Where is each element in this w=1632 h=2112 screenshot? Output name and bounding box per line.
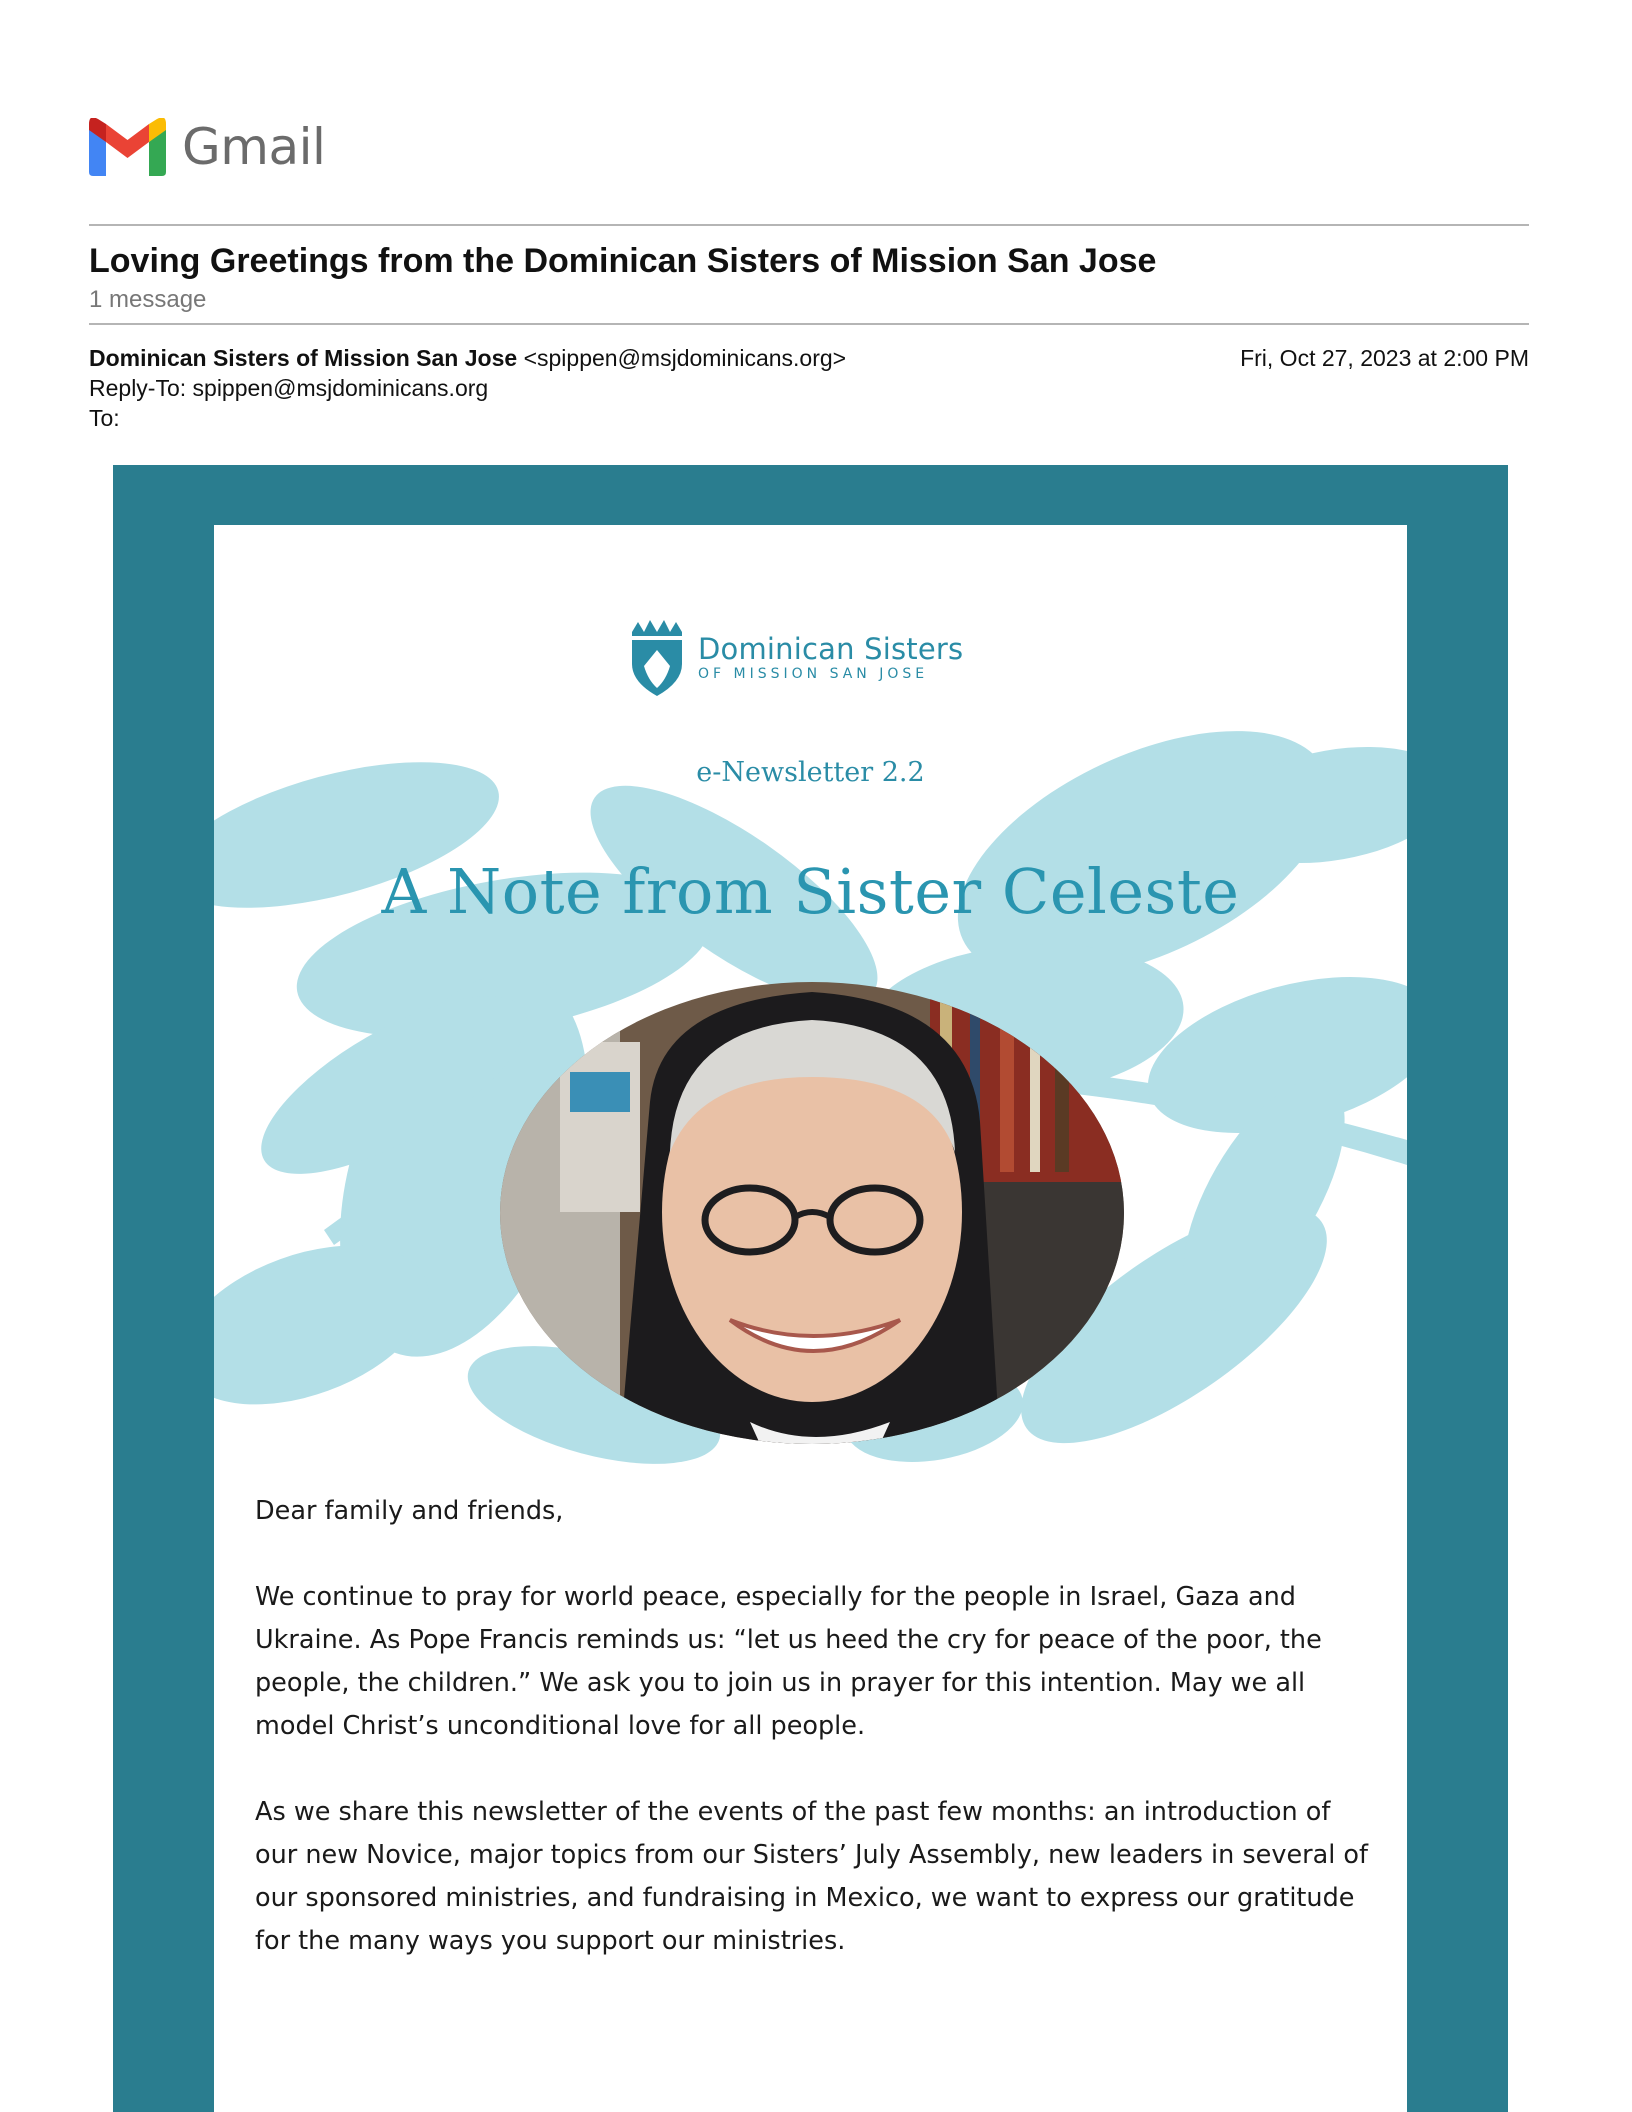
newsletter-title: A Note from Sister Celeste xyxy=(381,855,1240,928)
gmail-m-icon xyxy=(89,118,166,176)
gmail-wordmark: Gmail xyxy=(182,118,326,176)
org-subtitle: OF MISSION SAN JOSE xyxy=(698,666,929,682)
shield-crown-icon xyxy=(628,620,686,696)
paragraph-peace: We continue to pray for world peace, especially for the people in Israel, Gaza and Ukraine. As Pope Francis reminds us: “let us heed the cry for peace of the poor, the people, the children.” We ask you to join us in prayer for this intention. May we all model Christ’s unconditional love for all people. xyxy=(255,1582,1322,1741)
sister-celeste-photo xyxy=(500,982,1124,1444)
sender-email[interactable]: <spippen@msjdominicans.org> xyxy=(523,345,847,371)
subject-divider xyxy=(89,323,1529,325)
sender-line xyxy=(89,345,846,372)
org-name: Dominican Sisters xyxy=(698,632,964,666)
paragraph-newsletter-summary: As we share this newsletter of the events of the past few months: an introduction of our new Novice, major topics from our Sisters’ July Assembly, new leaders in several of our sponsored ministries, and fundraising in Mexico, we want to express our gratitude for the many ways you support our ministries. xyxy=(255,1797,1369,1956)
sender-name: Dominican Sisters of Mission San Jose xyxy=(89,345,518,371)
header-divider xyxy=(89,224,1529,226)
newsletter-body xyxy=(255,1490,1375,2006)
org-logo[interactable] xyxy=(628,620,963,696)
newsletter-card xyxy=(214,525,1407,2112)
message-count: 1 message xyxy=(89,286,207,313)
greeting: Dear family and friends, xyxy=(255,1496,564,1526)
gmail-logo[interactable] xyxy=(89,118,325,176)
message-date: Fri, Oct 27, 2023 at 2:00 PM xyxy=(1240,345,1529,371)
thread-subject: Loving Greetings from the Dominican Sisters of Mission San Jose xyxy=(89,242,1157,280)
reply-to-line: Reply-To: spippen@msjdominicans.org xyxy=(89,375,489,401)
to-line: To: xyxy=(89,405,120,431)
newsletter-issue: e-Newsletter 2.2 xyxy=(696,757,925,788)
